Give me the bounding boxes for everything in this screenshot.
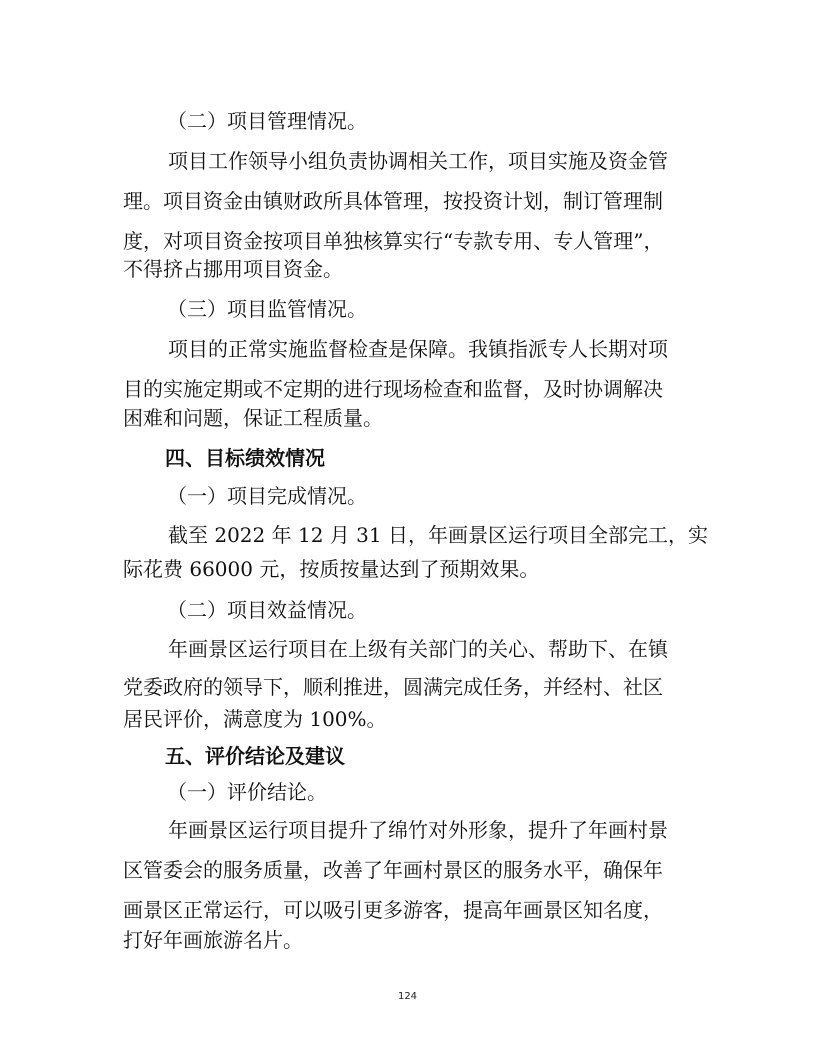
- paragraph-line: 项目的正常实施监督检查是保障。我镇指派专人长期对项: [168, 337, 668, 361]
- subsection-heading: （二）项目效益情况。: [167, 598, 367, 622]
- paragraph-line: 年画景区运行项目提升了绵竹对外形象，提升了年画村景: [168, 818, 668, 842]
- subsection-heading: （一）项目完成情况。: [167, 484, 367, 508]
- paragraph-line: 理。项目资金由镇财政所具体管理，按投资计划，制订管理制: [123, 189, 663, 213]
- subsection-heading: （二）项目管理情况。: [167, 109, 367, 133]
- paragraph-line: 不得挤占挪用项目资金。: [123, 257, 343, 281]
- paragraph-line: 居民评价，满意度为 100%。: [123, 707, 387, 731]
- paragraph-line: 画景区正常运行，可以吸引更多游客，提高年画景区知名度，: [123, 898, 663, 922]
- paragraph-line: 党委政府的领导下，顺利推进，圆满完成任务，并经村、社区: [123, 675, 663, 699]
- section-heading: 四、目标绩效情况: [165, 446, 325, 470]
- paragraph-line: 区管委会的服务质量，改善了年画村景区的服务水平，确保年: [123, 858, 663, 882]
- page-number: 124: [397, 991, 418, 1002]
- paragraph-line: 困难和问题，保证工程质量。: [123, 406, 383, 430]
- paragraph-line: 项目工作领导小组负责协调相关工作，项目实施及资金管: [168, 149, 668, 173]
- paragraph-line: 打好年画旅游名片。: [123, 928, 303, 952]
- subsection-heading: （一）评价结论。: [167, 780, 327, 804]
- paragraph-line: 度，对项目资金按项目单独核算实行“专款专用、专人管理”，: [123, 229, 664, 253]
- paragraph-line: 目的实施定期或不定期的进行现场检查和监督，及时协调解决: [123, 377, 663, 401]
- paragraph-line: 际花费 66000 元，按质按量达到了预期效果。: [123, 557, 540, 581]
- section-heading: 五、评价结论及建议: [165, 744, 345, 768]
- paragraph-line: 截至 2022 年 12 月 31 日，年画景区运行项目全部完工，实: [168, 523, 708, 547]
- paragraph-line: 年画景区运行项目在上级有关部门的关心、帮助下、在镇: [168, 637, 668, 661]
- subsection-heading: （三）项目监管情况。: [167, 297, 367, 321]
